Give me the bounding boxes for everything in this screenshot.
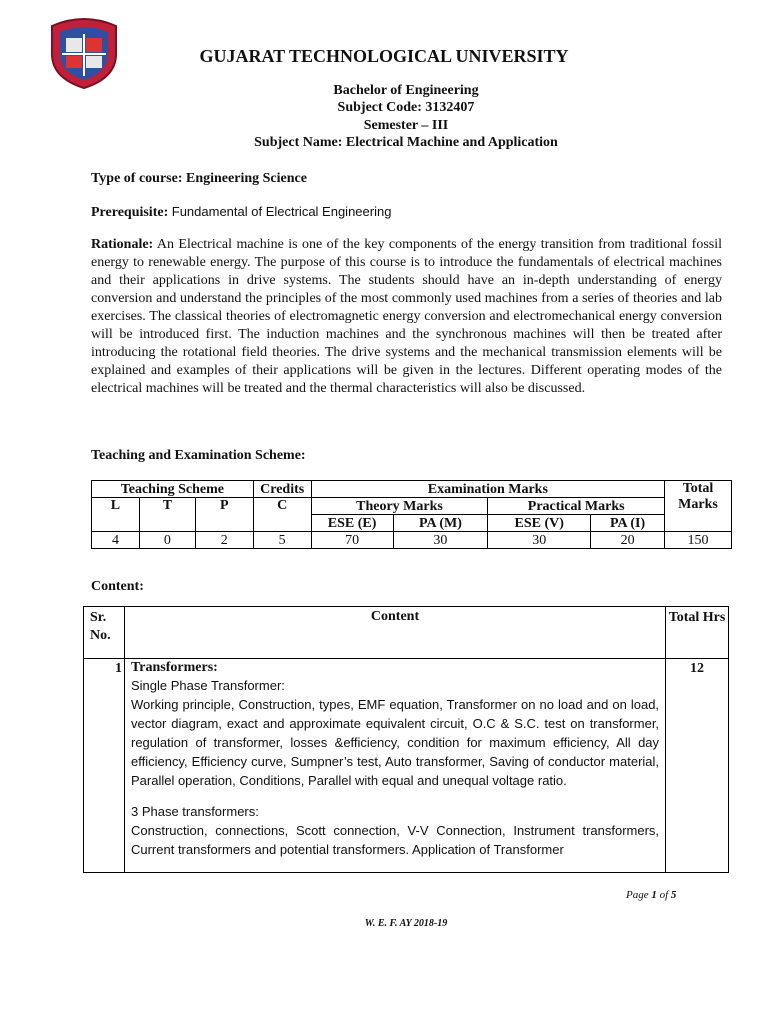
table-row bbox=[84, 659, 729, 873]
col-content-header: Content bbox=[124, 607, 665, 659]
practical-marks-header: Practical Marks bbox=[488, 498, 665, 515]
col-hrs-header: Total Hrs bbox=[666, 607, 729, 659]
content-table bbox=[83, 606, 729, 873]
row-sub1: Single Phase Transformer: bbox=[130, 678, 285, 693]
val-pa-i: 20 bbox=[591, 532, 665, 549]
degree: Bachelor of Engineering bbox=[333, 83, 479, 98]
val-p: 2 bbox=[195, 532, 253, 549]
row-sr: 1 bbox=[84, 659, 125, 873]
col-t: T bbox=[139, 498, 195, 532]
col-l: L bbox=[92, 498, 140, 532]
val-ese-e: 70 bbox=[311, 532, 393, 549]
credits-header: Credits bbox=[253, 481, 311, 498]
val-c: 5 bbox=[253, 532, 311, 549]
university-title: GUJARAT TECHNOLOGICAL UNIVERSITY bbox=[199, 46, 569, 66]
val-ese-v: 30 bbox=[488, 532, 591, 549]
prerequisite-value: Fundamental of Electrical Engineering bbox=[171, 204, 392, 219]
course-type: Type of course: Engineering Science bbox=[91, 171, 307, 186]
row-text2: Construction, connections, Scott connection, V-V Connection, Instrument transformers, Current transformers and potential transformers. Application of Transformer bbox=[130, 823, 660, 857]
col-sr-header: Sr. No. bbox=[84, 607, 125, 659]
total-marks-header: Total Marks bbox=[665, 481, 732, 532]
of-label: of bbox=[659, 889, 669, 901]
rationale bbox=[91, 236, 722, 398]
row-sub2: 3 Phase transformers: bbox=[130, 804, 259, 819]
row-hrs: 12 bbox=[666, 659, 729, 873]
val-t: 0 bbox=[139, 532, 195, 549]
page-label: Page bbox=[626, 889, 649, 901]
semester: Semester – III bbox=[363, 118, 449, 133]
col-ese-e: ESE (E) bbox=[311, 515, 393, 532]
col-pa-m: PA (M) bbox=[393, 515, 488, 532]
exam-marks-header: Examination Marks bbox=[311, 481, 664, 498]
val-l: 4 bbox=[92, 532, 140, 549]
prerequisite bbox=[91, 203, 722, 222]
col-pa-i: PA (I) bbox=[591, 515, 665, 532]
col-p: P bbox=[195, 498, 253, 532]
prerequisite-label: Prerequisite: bbox=[91, 205, 169, 220]
rationale-label: Rationale: bbox=[91, 237, 154, 252]
row-content bbox=[124, 659, 665, 873]
teaching-scheme-table bbox=[91, 480, 732, 549]
wef-footer: W. E. F. AY 2018-19 bbox=[364, 918, 448, 929]
page-number bbox=[626, 889, 676, 901]
page-total: 5 bbox=[670, 889, 677, 901]
rationale-text: An Electrical machine is one of the key components of the energy transition from traditional fossil energy to renewable energy. The purpose of this course is to introduce the fundamentals of electrical machines and their applications in drive systems. The students should have an in-depth understanding of energy conversion and understand the principles of the most commonly used machines from a series of theories and lab exercises. The classical theories of electromagnetic energy conversion and electromechanical energy conversion will be introduced first. The induction machines and the synchronous machines will then be treated after introducing the rotational field theories. The drive systems and the mechanical transmission elements will be explained and examples of their applications will be given in the lectures. Different operating modes of the electrical machines will be treated and the thermal characteristics will also be discussed. bbox=[91, 237, 723, 396]
subject-code: Subject Code: 3132407 bbox=[337, 100, 475, 115]
content-heading: Content: bbox=[91, 579, 144, 594]
page-num: 1 bbox=[651, 889, 657, 901]
val-pa-m: 30 bbox=[393, 532, 488, 549]
scheme-heading: Teaching and Examination Scheme: bbox=[91, 448, 306, 463]
row-text1: Working principle, Construction, types, EMF equation, Transformer on no load and on load, vector diagram, exact and approximate equivalent circuit, O.C & S.C. test on transformer, regulation of transformer, losses &efficiency, condition for maximum efficiency, All day efficiency, Efficiency curve, Sumpner’s test, Auto transformer, Saving of conductor material, Parallel operation, Conditions, Parallel with equal and unequal voltage ratio. bbox=[130, 697, 660, 788]
subject-name: Subject Name: Electrical Machine and Application bbox=[254, 135, 558, 150]
val-total: 150 bbox=[665, 532, 732, 549]
theory-marks-header: Theory Marks bbox=[311, 498, 488, 515]
col-ese-v: ESE (V) bbox=[488, 515, 591, 532]
col-c: C bbox=[253, 498, 311, 532]
row-title: Transformers: bbox=[130, 660, 218, 675]
teaching-scheme-header: Teaching Scheme bbox=[92, 481, 254, 498]
